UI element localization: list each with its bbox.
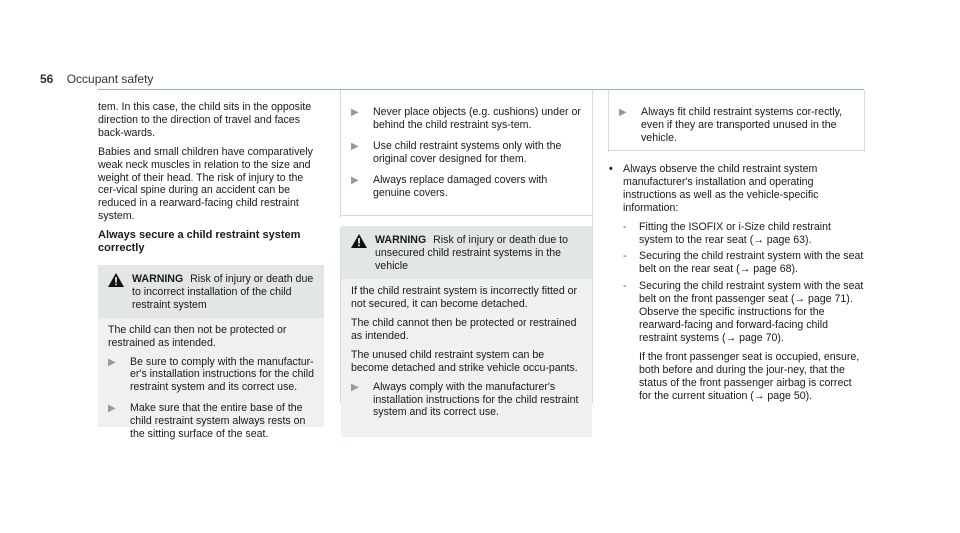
sub-list-item [623,250,864,276]
arrow-icon: ▶ [108,356,116,368]
warning-triangle-icon [108,273,124,287]
arrow-icon: ▶ [108,403,116,415]
column-2 [341,90,592,437]
list-item-text: Always fit child restraint systems cor-rectly, even if they are transported unused in the vehicle. [641,106,843,144]
list-item-content [623,163,864,412]
list-item-text: Always comply with the manufacturer's installation instructions for the child restraint system and its correct use. [373,380,579,419]
continued-box [609,90,864,151]
warning-triangle-icon [351,234,367,248]
page-header [40,72,153,86]
sub-list-item-content [639,280,864,408]
warning-body [98,318,324,459]
warning-box [341,226,592,437]
warning-body [341,279,592,437]
list-item-text: Make sure that the entire base of the child restraint system always rests on the sitting surface of the seat. [130,402,306,441]
list-item [351,140,582,166]
list-item [351,106,582,132]
arrow-icon: ▶ [619,107,627,118]
box-border-right [592,90,593,403]
warning-text-block [375,234,582,273]
list-item [351,381,582,420]
info-section [609,151,864,412]
column-1 [98,101,324,441]
dash-icon: - [623,220,627,233]
list-item [108,356,314,395]
warning-text: Risk of injury or death due to incorrect installation of the child restraint system [132,272,314,311]
paragraph: If the front passenger seat is occupied, ensure, both before and during the jour-ney, that the status of the front passenger airbag is correct for the current situation (→ page 50). [639,350,860,402]
list-item [351,174,582,200]
paragraph: Babies and small children have comparatively weak neck muscles in relation to the size and weight of their head. The risk of injury to the cer-vical spine during an accident can be reduced in a rearward-facing child restraint system. [98,145,313,223]
sub-list-item-text: Securing the child restraint system with the seat belt on the front passenger seat (→ page 71). Observe the specific instructions for the rearward-facing and forward-facing child restraint systems (→ page 70). [639,280,864,344]
list-item [609,163,864,412]
warning-box [98,265,324,441]
box-border-right [864,90,865,152]
warning-label: WARNING [375,234,427,247]
warning-text-block [132,273,314,312]
dash-icon: - [623,250,627,263]
list-item-text: Always replace damaged covers with genuine covers. [373,173,548,199]
arrow-icon: ▶ [351,381,359,393]
arrow-icon: ▶ [351,107,359,118]
page-number: 56 [40,72,54,86]
list-item-text: Use child restraint systems only with the original cover designed for them. [373,139,562,165]
bullet-icon: • [609,163,613,175]
paragraph: tem. In this case, the child sits in the opposite direction to the direction of travel and faces back-wards. [98,101,312,139]
warning-text: Risk of injury or death due to unsecured child restraint systems in the vehicle [375,234,569,273]
warning-label: WARNING [132,272,184,285]
list-item [619,106,854,145]
sub-list-item [623,280,864,408]
sub-list-item-text: Securing the child restraint system with the seat belt on the rear seat (→ page 68). [639,250,864,276]
paragraph: The child cannot then be protected or restrained as intended. [351,316,577,342]
section-heading: Always secure a child restraint system correctly [98,229,301,255]
dash-icon: - [623,280,627,293]
warning-header [341,226,592,279]
sub-list-item [623,221,864,247]
arrow-icon: ▶ [351,174,359,186]
warning-header [98,265,324,318]
paragraph: The unused child restraint system can be become detached and strike vehicle occu-pants. [351,348,578,374]
arrow-icon: ▶ [351,140,359,152]
list-item [108,402,314,441]
sub-list-item-text: Fitting the ISOFIX or i-Size child restraint system to the rear seat (→ page 63). [639,220,831,246]
list-item-text: Never place objects (e.g. cushions) under or behind the child restraint sys-tem. [373,106,581,131]
section-title: Occupant safety [66,72,154,86]
list-item-text: Always observe the child restraint system manufacturer's installation and operating instructions as well as the vehicle-specific information: [623,163,819,214]
column-3 [609,90,864,412]
continued-box [341,90,592,216]
paragraph: The child can then not be protected or restrained as intended. [108,323,287,349]
paragraph: If the child restraint system is incorrectly fitted or not secured, it can become detached. [351,285,578,311]
list-item-text: Be sure to comply with the manufactur-er's installation instructions for the child restraint system and its correct use. [130,355,314,394]
